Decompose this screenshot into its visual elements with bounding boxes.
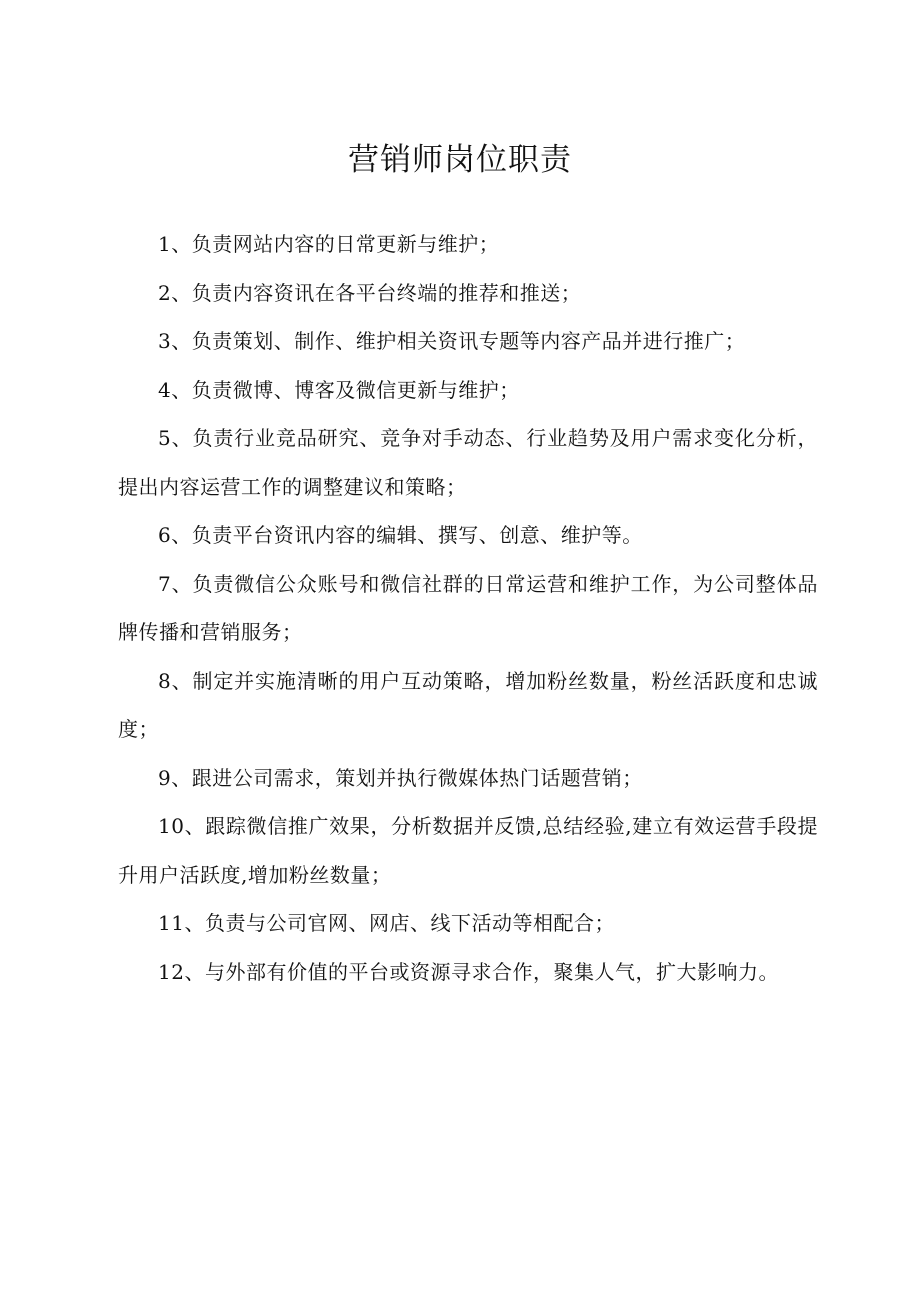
duty-item-4: 4、负责微博、博客及微信更新与维护；	[158, 377, 520, 402]
duty-item-2: 2、负责内容资讯在各平台终端的推荐和推送；	[158, 280, 582, 305]
duty-item-11: 11、负责与公司官网、网店、线下活动等相配合；	[158, 911, 615, 935]
duty-item-5: 5、负责行业竞品研究、竞争对手动态、行业趋势及用户需求变化分析，提出内容运营工作的调整建议和策略；	[118, 426, 818, 499]
duty-item-7: 7、负责微信公众账号和微信社群的日常运营和维护工作，为公司整体品牌传播和营销服务；	[118, 571, 818, 644]
page-title: 营销师岗位职责	[348, 142, 572, 178]
duty-item-8: 8、制定并实施清晰的用户互动策略，增加粉丝数量，粉丝活跃度和忠诚度；	[118, 668, 818, 741]
duty-item-10: 10、跟踪微信推广效果，分析数据并反馈,总结经验,建立有效运营手段提升用户活跃度,增加粉丝数量；	[118, 814, 818, 887]
duty-item-9: 9、跟进公司需求，策划并执行微媒体热门话题营销；	[158, 765, 643, 790]
duty-list	[118, 220, 818, 996]
duty-item-3: 3、负责策划、制作、维护相关资讯专题等内容产品并进行推广；	[158, 329, 746, 353]
duty-item-1: 1、负责网站内容的日常更新与维护；	[158, 232, 500, 256]
duty-item-6: 6、负责平台资讯内容的编辑、撰写、创意、维护等。	[158, 523, 643, 547]
duty-item-12: 12、与外部有价值的平台或资源寻求合作，聚集人气，扩大影响力。	[158, 959, 779, 984]
